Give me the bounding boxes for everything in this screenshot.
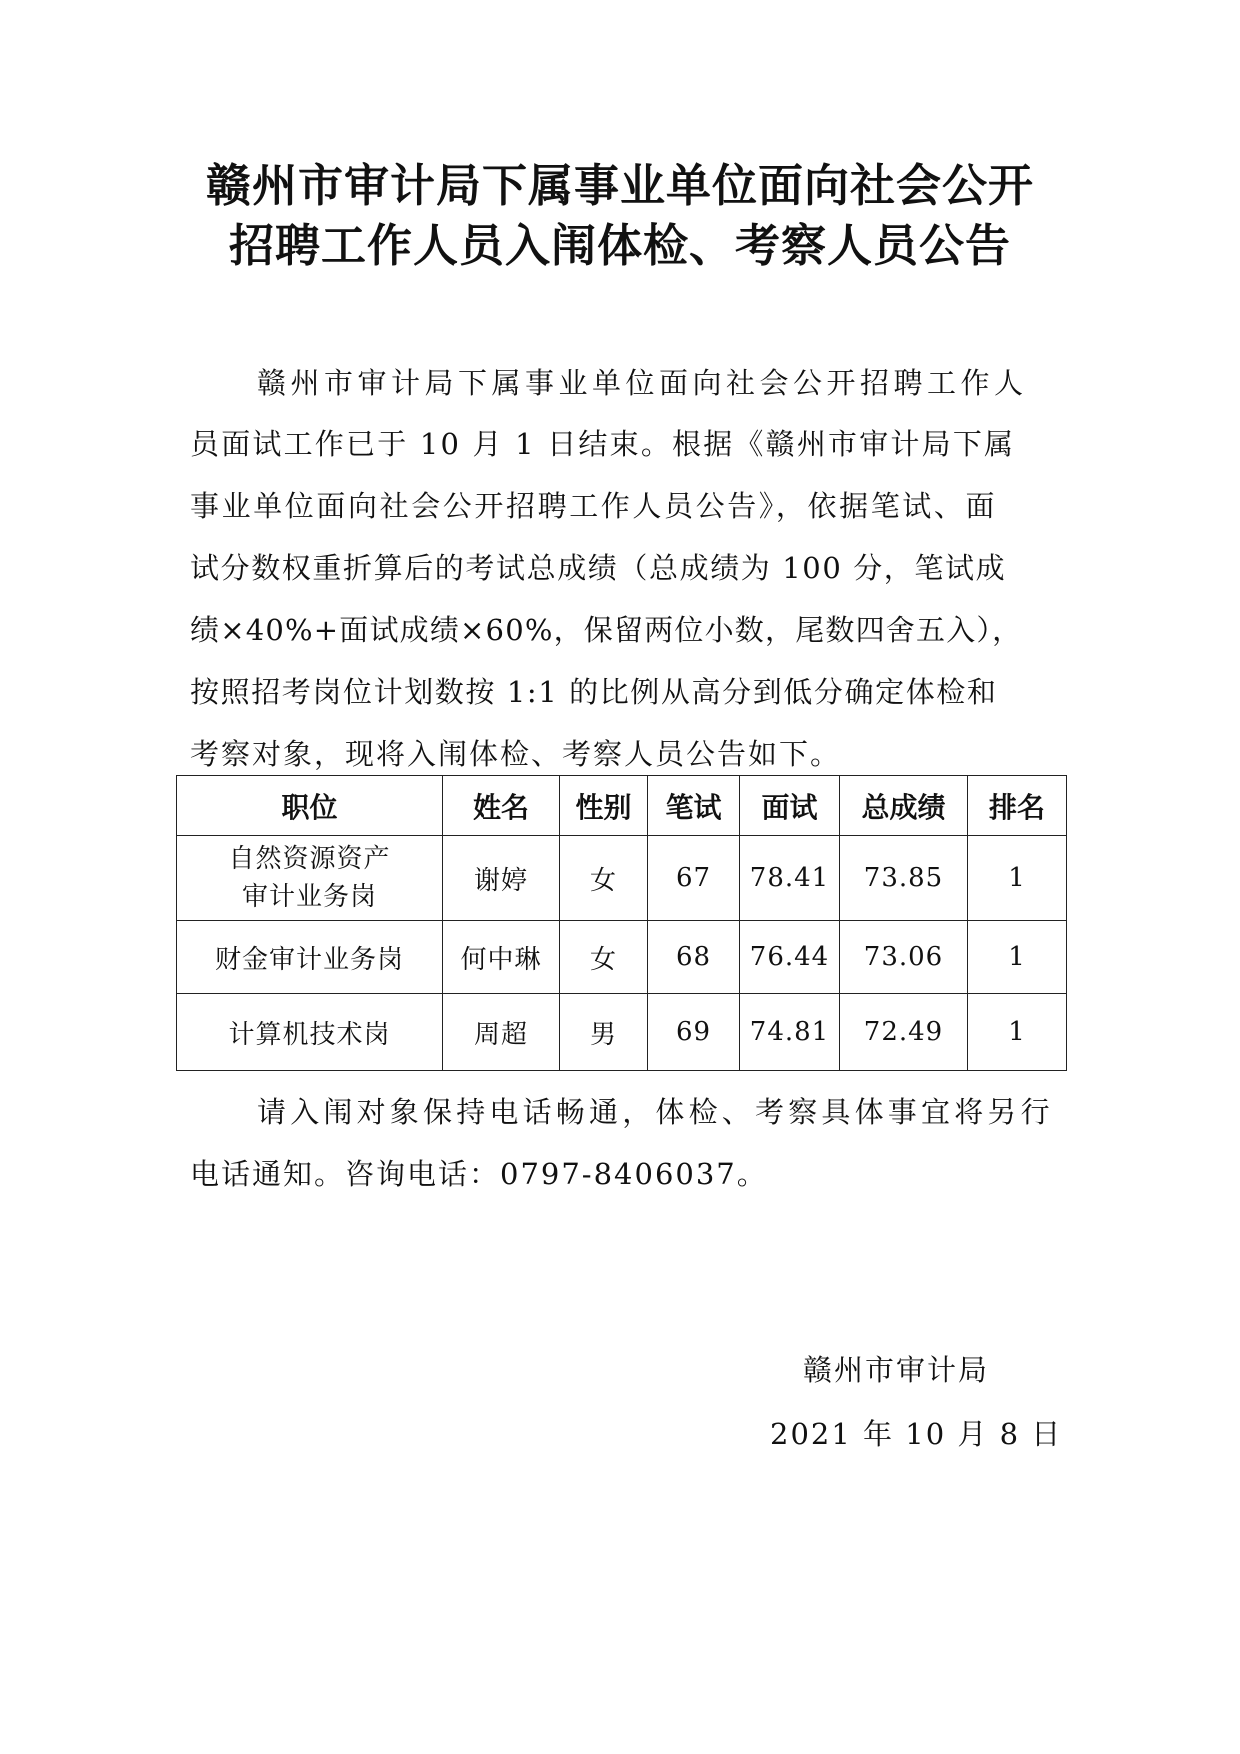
written-score-cell: 67 [648,836,740,921]
intro-line: 员面试工作已于 10 月 1 日结束。根据《赣州市审计局下属 [190,427,1016,461]
interview-score-cell: 76.44 [740,921,840,994]
notice-title-line-2: 招聘工作人员入闱体检、考察人员公告 [228,219,1011,272]
signature-org: 赣州市审计局 [803,1353,990,1387]
position-text: 审计业务岗 [241,882,377,912]
gender-cell: 男 [560,994,648,1071]
gender-cell: 女 [560,921,648,994]
intro-line: 试分数权重折算后的考试总成绩（总成绩为 100 分，笔试成 [190,551,1007,585]
written-score-cell: 68 [648,921,740,994]
table-row [177,994,1067,1071]
intro-line: 考察对象，现将入闱体检、考察人员公告如下。 [190,737,842,771]
written-score-cell: 69 [648,994,740,1071]
intro-line: 赣州市审计局下属事业单位面向社会公开招聘工作人 [257,366,1028,400]
column-header-name: 姓名 [443,776,560,836]
name-cell: 谢婷 [443,836,560,921]
table-header-row [177,776,1067,836]
total-score-cell: 73.85 [840,836,968,921]
name-cell: 何中琳 [443,921,560,994]
signature-date: 2021 年 10 月 8 日 [770,1417,1063,1451]
position-cell: 计算机技术岗 [177,994,443,1071]
table-row [177,921,1067,994]
closing-line: 电话通知。咨询电话：0797-8406037。 [190,1157,768,1191]
rank-cell: 1 [968,994,1067,1071]
table-row [177,836,1067,921]
interview-score-cell: 78.41 [740,836,840,921]
column-header-gender: 性别 [560,776,648,836]
intro-line: 绩×40%+面试成绩×60%，保留两位小数，尾数四舍五入）， [190,613,1023,647]
candidate-table [176,775,1067,1071]
position-cell [177,836,443,921]
column-header-written: 笔试 [648,776,740,836]
column-header-total: 总成绩 [840,776,968,836]
interview-score-cell: 74.81 [740,994,840,1071]
total-score-cell: 73.06 [840,921,968,994]
column-header-rank: 排名 [968,776,1067,836]
closing-line: 请入闱对象保持电话畅通，体检、考察具体事宜将另行 [257,1095,1054,1129]
column-header-interview: 面试 [740,776,840,836]
rank-cell: 1 [968,836,1067,921]
intro-line: 事业单位面向社会公开招聘工作人员公告》，依据笔试、面 [190,489,998,523]
position-cell: 财金审计业务岗 [177,921,443,994]
position-text: 自然资源资产 [228,844,391,874]
notice-title-line-1: 赣州市审计局下属事业单位面向社会公开 [205,159,1034,212]
name-cell: 周超 [443,994,560,1071]
gender-cell: 女 [560,836,648,921]
rank-cell: 1 [968,921,1067,994]
column-header-position: 职位 [177,776,443,836]
total-score-cell: 72.49 [840,994,968,1071]
intro-line: 按照招考岗位计划数按 1:1 的比例从高分到低分确定体检和 [190,675,998,709]
